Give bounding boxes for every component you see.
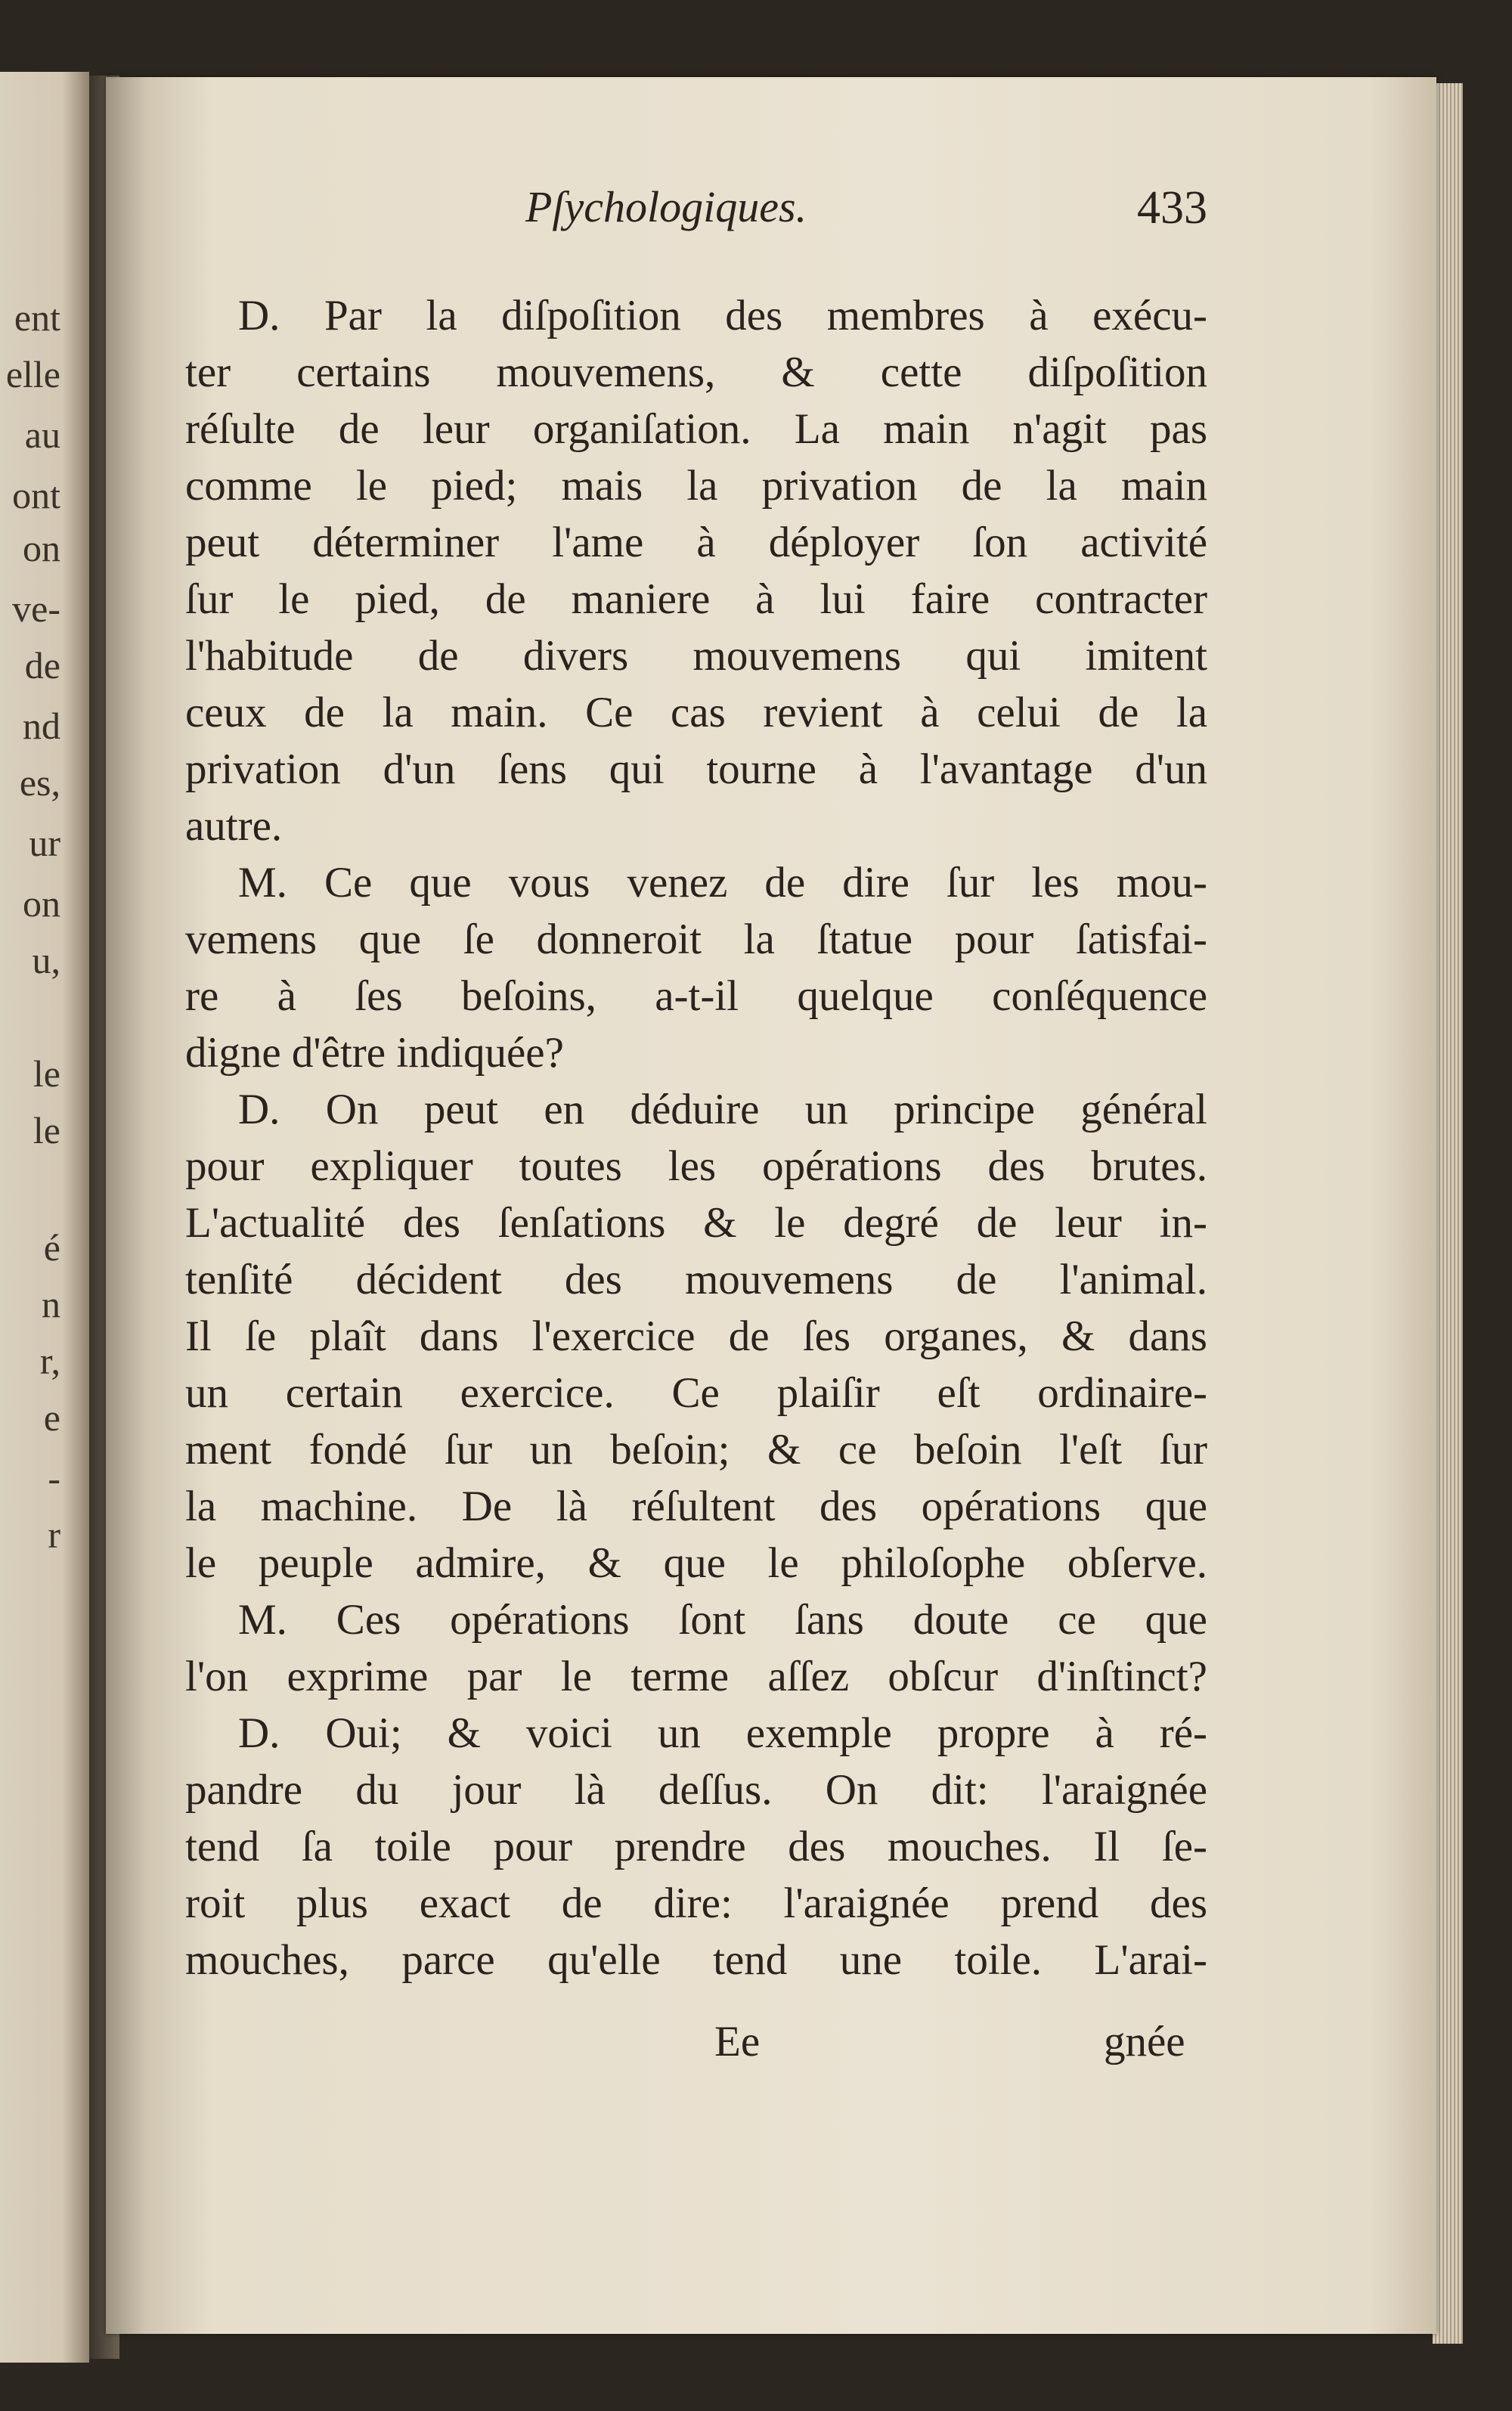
text-line: le peuple admire, & que le philoſophe obſerve. [185, 1539, 1207, 1587]
text-line: M. Ce que vous venez de dire ſur les mou- [238, 859, 1207, 906]
text-line: l'on exprime par le terme aſſez obſcur d'inſtinct? [185, 1653, 1207, 1700]
text-line: L'actualité des ſenſations & le degré de leur in- [185, 1199, 1207, 1247]
left-page-fragment: on [23, 882, 60, 925]
text-line: M. Ces opérations ſont ſans doute ce que [238, 1596, 1207, 1644]
text-line: autre. [185, 802, 283, 850]
text-line: un certain exercice. Ce plaiſir eſt ordinaire- [185, 1369, 1207, 1417]
left-page-fragment: r [48, 1514, 60, 1556]
catchword: gnée [1104, 2018, 1185, 2065]
text-line: pandre du jour là deſſus. On dit: l'araignée [185, 1766, 1207, 1814]
running-title: Pſychologiques. [525, 182, 807, 231]
left-page-fragment: elle [5, 353, 60, 395]
page-edges [1433, 83, 1463, 2344]
left-page-fragment: on [23, 527, 60, 569]
text-line: digne d'être indiquée? [185, 1029, 564, 1077]
text-line: réſulte de leur organiſation. La main n'agit pas [185, 405, 1207, 453]
text-line: pour expliquer toutes les opérations des brutes. [185, 1142, 1207, 1190]
left-page-fragment: u, [32, 939, 60, 981]
text-line: D. Oui; & voici un exemple propre à ré- [238, 1709, 1207, 1757]
left-page-fragment: le [33, 1052, 60, 1095]
text-line: Il ſe plaît dans l'exercice de ſes organes, & dans [185, 1312, 1207, 1360]
text-line: tenſité décident des mouvemens de l'animal. [185, 1256, 1207, 1303]
left-page-fragment: nd [23, 705, 60, 747]
text-line: roit plus exact de dire: l'araignée prend des [185, 1880, 1207, 1927]
left-page-fragment: e [43, 1396, 60, 1439]
text-line: ter certains mouvemens, & cette diſpoſition [185, 349, 1207, 396]
text-line: l'habitude de divers mouvemens qui imitent [185, 632, 1207, 680]
text-line: la machine. De là réſultent des opérations que [185, 1483, 1207, 1530]
text-line: ceux de la main. Ce cas revient à celui de la [185, 689, 1207, 736]
left-page-fragment: au [24, 414, 60, 456]
text-line: ſur le pied, de maniere à lui faire contracter [185, 575, 1207, 623]
left-page-fragment: le [33, 1109, 60, 1151]
text-line: ment fondé ſur un beſoin; & ce beſoin l'eſt ſur [185, 1426, 1207, 1474]
left-page-fragment: es, [19, 761, 60, 804]
left-page-fragment: n [42, 1283, 60, 1325]
left-page-fragment: - [48, 1457, 60, 1499]
text-line: re à ſes beſoins, a-t-il quelque conſéquence [185, 972, 1207, 1020]
text-line: mouches, parce qu'elle tend une toile. L'arai- [185, 1936, 1207, 1984]
text-line: peut déterminer l'ame à déployer ſon activité [185, 519, 1207, 566]
left-page-fragment: ve- [12, 587, 60, 630]
left-page-fragment: ur [29, 822, 60, 864]
text-line: vemens que ſe donneroit la ſtatue pour ſatisfai- [185, 916, 1207, 963]
text-line: tend ſa toile pour prendre des mouches. Il ſe- [185, 1823, 1207, 1870]
text-line: comme le pied; mais la privation de la main [185, 462, 1207, 510]
signature-mark: Ee [714, 2018, 761, 2065]
page-header [185, 181, 1207, 234]
left-page-fragment: de [24, 644, 60, 686]
left-page-fragment: r, [39, 1340, 60, 1382]
left-page-fragment: ont [12, 474, 60, 516]
page-number: 433 [1137, 182, 1207, 234]
text-line: D. On peut en déduire un principe général [238, 1086, 1207, 1133]
left-page-fragment: é [43, 1226, 60, 1269]
left-page-fragment: ent [14, 296, 60, 339]
text-line: D. Par la diſpoſition des membres à exécu- [238, 292, 1207, 339]
text-line: privation d'un ſens qui tourne à l'avantage d'un [185, 745, 1207, 793]
